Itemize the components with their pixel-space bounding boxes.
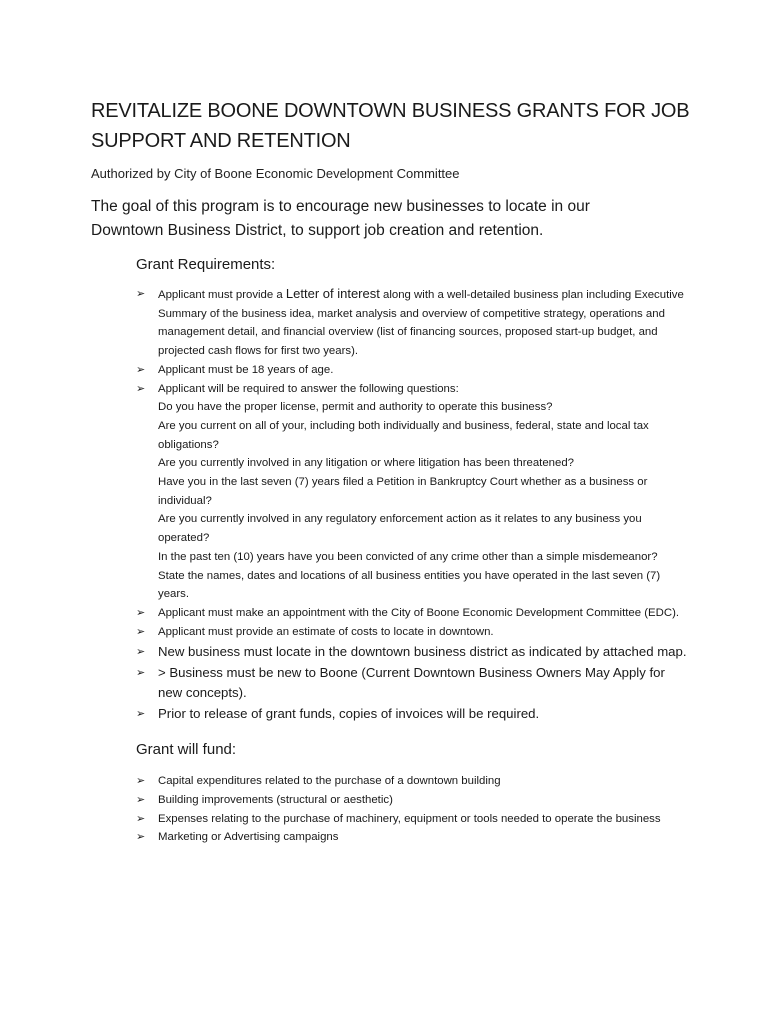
arrowhead-bullet-icon: ➢: [136, 831, 146, 844]
fund-item-marketing: [136, 828, 688, 847]
document-title: REVITALIZE BOONE DOWNTOWN BUSINESS GRANTS FOR JOB SUPPORT AND RETENTION: [91, 100, 690, 152]
requirement-text-emphasis: Letter of interest: [285, 286, 380, 301]
requirement-invoices: [136, 704, 688, 724]
fund-item-machinery-expenses: [136, 810, 688, 829]
fund-item-text: Capital expenditures related to the purchase of a downtown building: [158, 775, 501, 788]
question-tax-obligations: Are you current on all of your, including both individually and business, federal, state and local tax obligations?: [158, 419, 649, 451]
authorized-by-line: Authorized by City of Boone Economic Development Committee: [91, 166, 460, 181]
requirement-location: [136, 642, 688, 662]
requirement-letter-of-interest: [136, 285, 688, 361]
arrowhead-bullet-icon: ➢: [136, 382, 146, 395]
requirement-text-post: along with a well-detailed business plan including Executive Summary of the business idea, market analysis and overview of competitive strategy, operations and management detail, and financial overview (list of financing sources, proposed start-up budget, and projected cash flows for first two years).: [158, 289, 684, 358]
requirement-age: [136, 361, 688, 380]
question-bankruptcy: Have you in the last seven (7) years filed a Petition in Bankruptcy Court whether as a business or individual?: [158, 476, 648, 507]
grant-will-fund-heading: Grant will fund:: [136, 741, 237, 759]
requirement-text: Prior to release of grant funds, copies of invoices will be required.: [158, 706, 540, 722]
program-goal: The goal of this program is to encourage new businesses to locate in our Downtown Business District, to support job creation and retention.: [91, 198, 590, 239]
question-criminal-record: In the past ten (10) years have you been convicted of any crime other than a simple misdemeanor?: [158, 550, 658, 563]
fund-item-text: Expenses relating to the purchase of machinery, equipment or tools needed to operate the business: [158, 812, 661, 825]
question-business-entities: State the names, dates and locations of all business entities you have operated in the last seven (7) years.: [158, 569, 661, 601]
fund-item-text: Building improvements (structural or aesthetic): [158, 794, 393, 807]
requirement-questions: [136, 380, 688, 604]
grant-fund-list: [91, 772, 688, 847]
requirement-text: Applicant must make an appointment with the City of Boone Economic Development Committee (EDC).: [158, 606, 680, 619]
question-regulatory-action: Are you currently involved in any regulatory enforcement action as it relates to any business you operated?: [158, 513, 642, 545]
question-license: Do you have the proper license, permit and authority to operate this business?: [158, 401, 553, 414]
requirement-new-to-boone: [136, 663, 688, 703]
arrowhead-bullet-icon: ➢: [136, 646, 146, 659]
arrowhead-bullet-icon: ➢: [136, 667, 146, 680]
grant-requirements-heading: Grant Requirements:: [136, 256, 276, 273]
arrowhead-bullet-icon: ➢: [136, 363, 146, 376]
fund-item-text: Marketing or Advertising campaigns: [158, 831, 339, 844]
question-litigation: Are you currently involved in any litigation or where litigation has been threatened?: [158, 457, 575, 470]
arrowhead-bullet-icon: ➢: [136, 812, 146, 825]
requirement-text: New business must locate in the downtown business district as indicated by attached map.: [158, 644, 687, 660]
arrowhead-bullet-icon: ➢: [136, 775, 146, 788]
grant-requirements-list: [91, 285, 688, 724]
requirement-text: > Business must be new to Boone (Current Downtown Business Owners May Apply for new concepts).: [158, 665, 665, 701]
requirement-text: Applicant must provide an estimate of costs to locate in downtown.: [158, 625, 494, 638]
requirement-text-pre: Applicant must provide a: [158, 289, 286, 301]
requirement-text: Applicant must be 18 years of age.: [158, 363, 334, 376]
arrowhead-bullet-icon: ➢: [136, 288, 146, 300]
arrowhead-bullet-icon: ➢: [136, 794, 146, 807]
fund-item-building-improvements: [136, 791, 688, 810]
requirement-appointment: [136, 604, 688, 623]
requirement-text: Applicant will be required to answer the following questions:: [158, 382, 459, 395]
arrowhead-bullet-icon: ➢: [136, 708, 146, 721]
arrowhead-bullet-icon: ➢: [136, 625, 146, 638]
requirement-cost-estimate: [136, 623, 688, 642]
fund-item-capital-expenditures: [136, 772, 688, 791]
arrowhead-bullet-icon: ➢: [136, 606, 146, 619]
